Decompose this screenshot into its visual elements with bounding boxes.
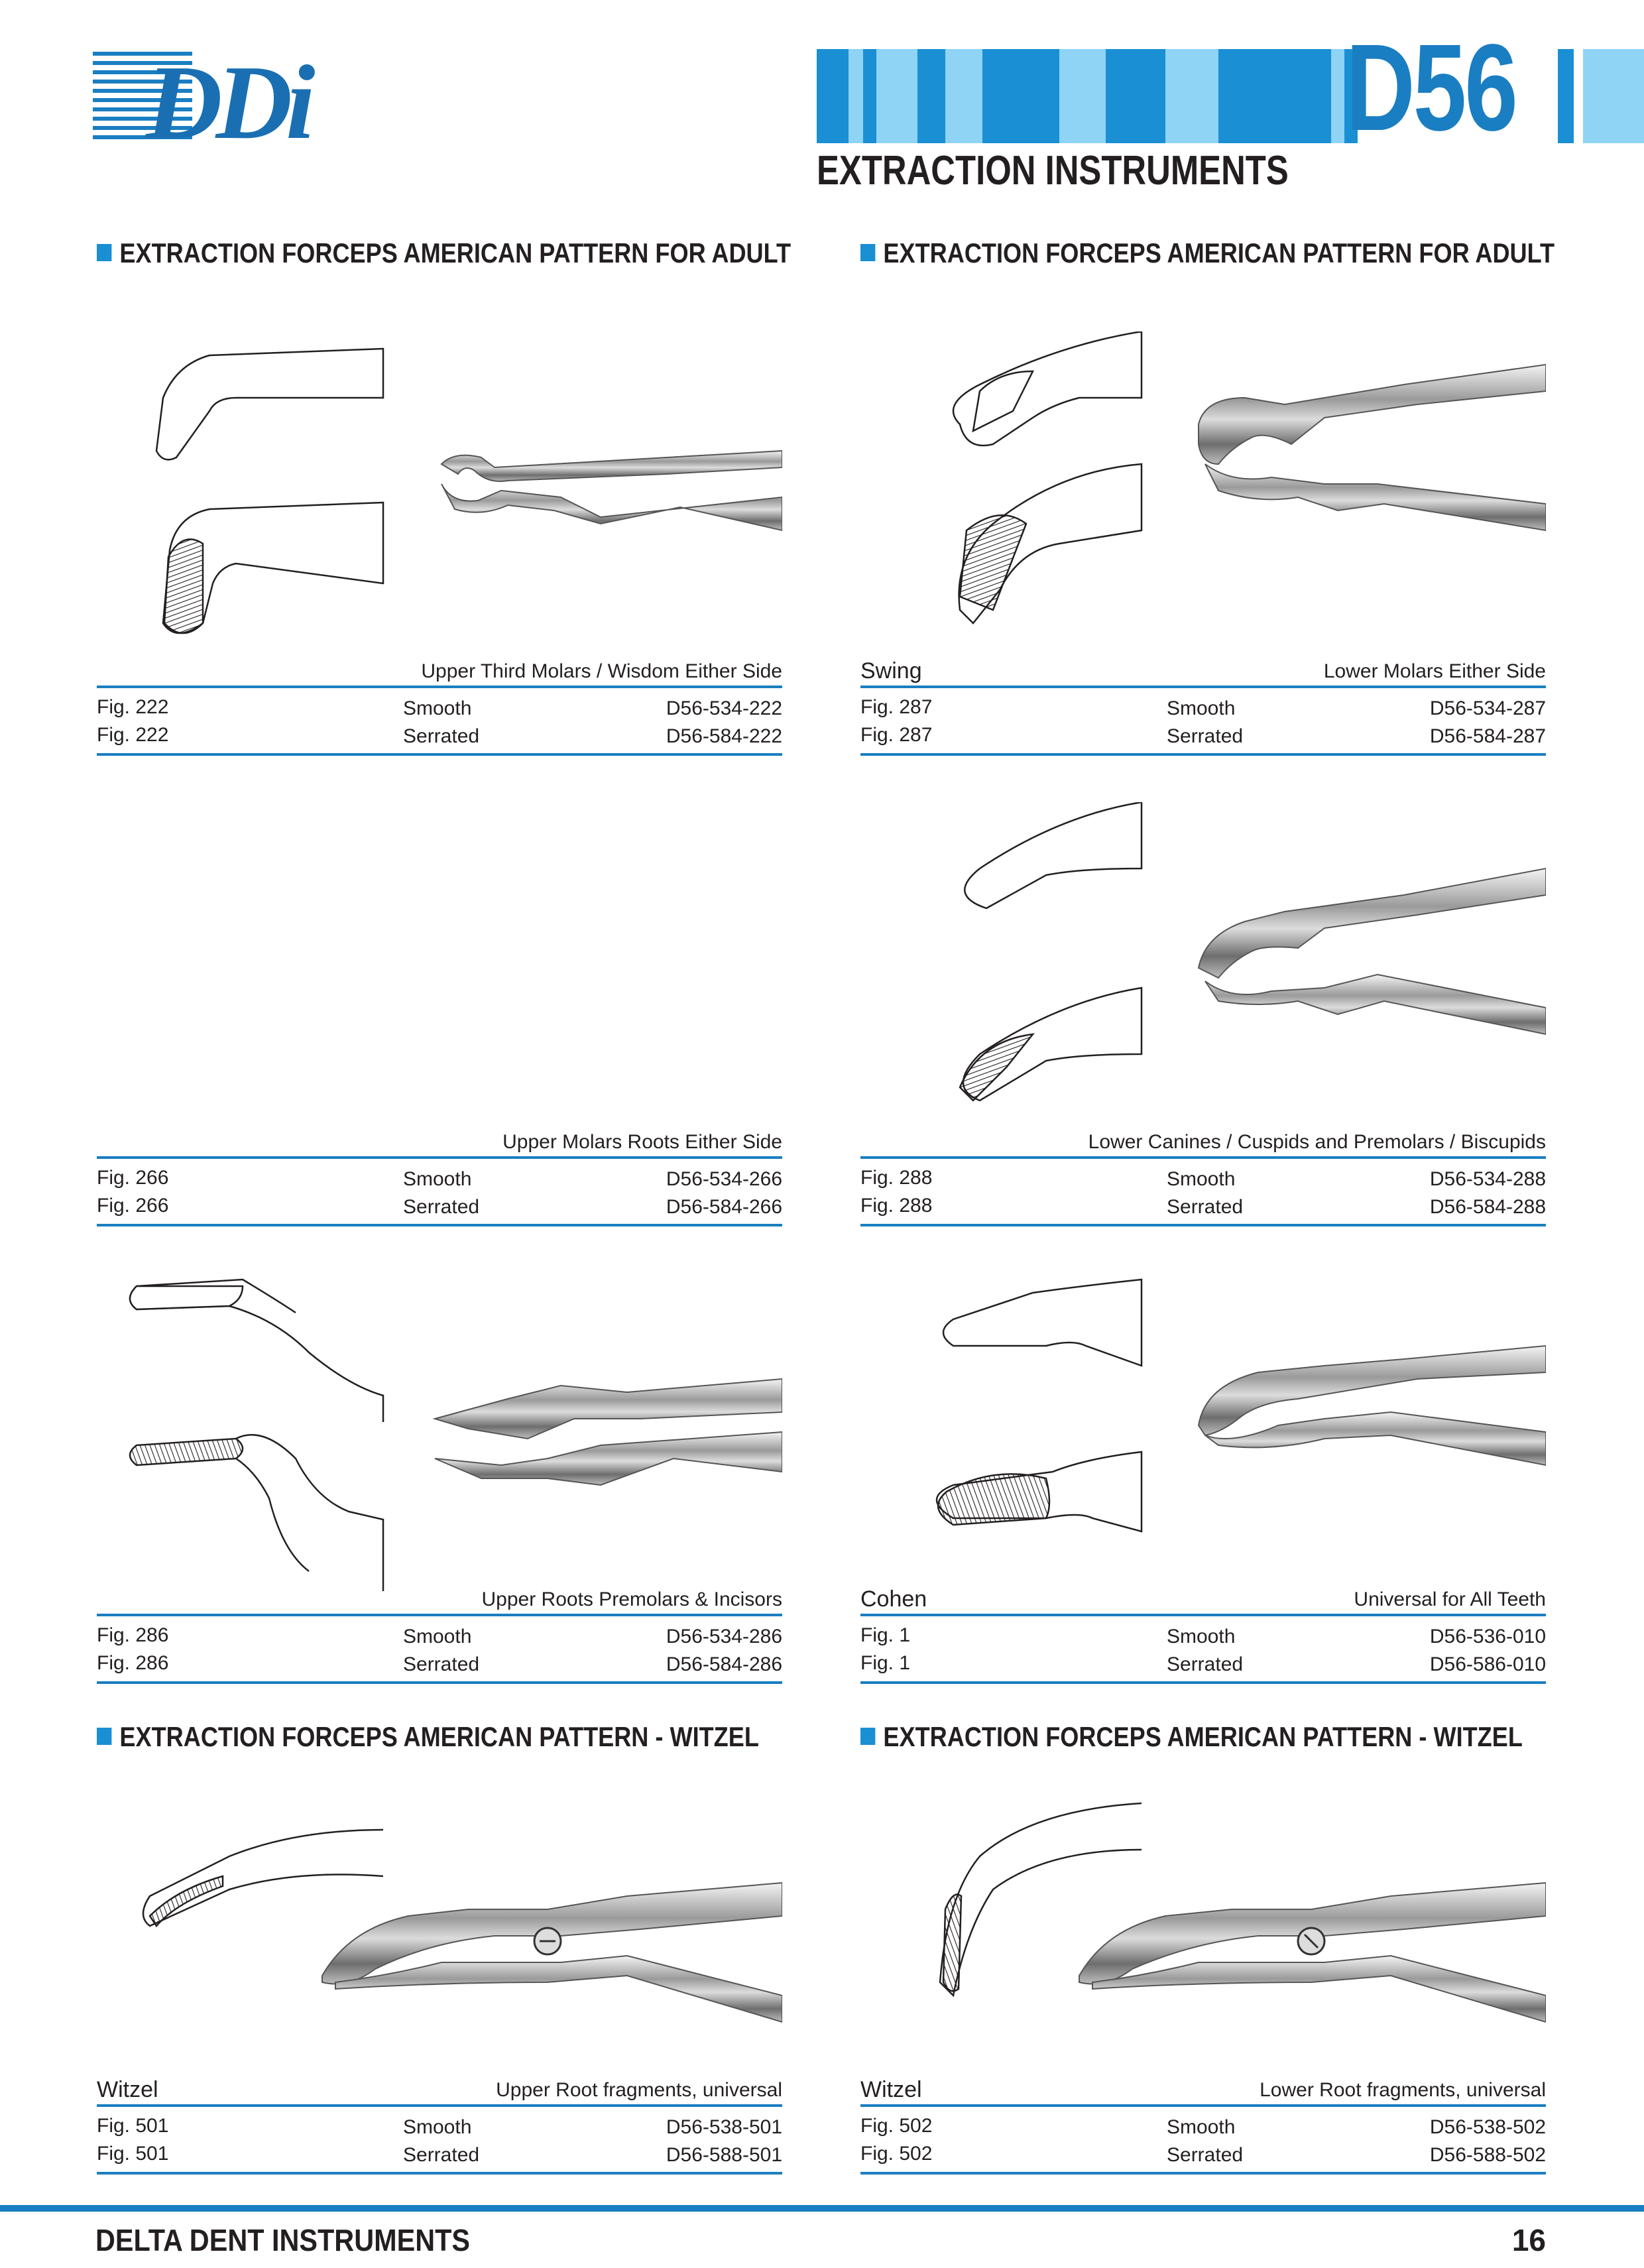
forceps-photo <box>435 1379 782 1485</box>
section-title: EXTRACTION FORCEPS AMERICAN PATTERN - WITZEL <box>97 1721 759 1753</box>
header-banner <box>817 49 1644 143</box>
forceps-illustration <box>97 1260 782 1591</box>
product-variants <box>860 1622 1546 1684</box>
beak-outline-drawing <box>156 349 383 633</box>
product-header <box>860 1123 1546 1159</box>
variant-row <box>97 1164 782 1192</box>
figure-number: Fig. 502 <box>860 2143 933 2165</box>
product-variants <box>97 2112 782 2175</box>
forceps-illustration <box>860 1763 1546 2042</box>
figure-number: Fig. 286 <box>97 1652 169 1674</box>
footer-brand: DELTA DENT INSTRUMENTS <box>95 2223 471 2257</box>
finish-type: Serrated <box>1167 725 1244 747</box>
variant-row <box>860 1649 1546 1677</box>
page-number: 16 <box>1511 2223 1546 2257</box>
figure-number: Fig. 501 <box>97 2143 169 2165</box>
article-code: D56-534-287 <box>1429 697 1546 719</box>
finish-type: Smooth <box>403 697 472 719</box>
product-description: Universal for All Teeth <box>1354 1588 1546 1610</box>
variant-row <box>97 693 782 721</box>
finish-type: Serrated <box>403 2144 480 2166</box>
product-name: Swing <box>860 658 922 684</box>
product-header <box>97 652 782 688</box>
product-variants <box>97 1622 782 1684</box>
finish-type: Smooth <box>403 1626 472 1647</box>
article-code: D56-586-010 <box>1429 1653 1546 1675</box>
article-code: D56-588-501 <box>666 2144 782 2166</box>
figure-number: Fig. 288 <box>860 1195 933 1217</box>
product-header <box>860 652 1546 688</box>
product-variants <box>860 693 1546 756</box>
product-description: Upper Third Molars / Wisdom Either Side <box>421 660 782 682</box>
forceps-photo <box>322 1883 782 2022</box>
forceps-illustration <box>860 1260 1546 1591</box>
variant-row <box>860 2140 1546 2168</box>
figure-number: Fig. 288 <box>860 1167 933 1189</box>
product-block <box>97 1763 782 2175</box>
figure-number: Fig. 287 <box>860 696 933 718</box>
product-header <box>97 1581 782 1616</box>
forceps-illustration <box>860 802 1546 1120</box>
variant-row <box>97 1622 782 1649</box>
variant-row <box>97 721 782 749</box>
forceps-photo <box>1079 1883 1546 2022</box>
product-header <box>97 2071 782 2107</box>
ddi-logo <box>93 46 358 146</box>
finish-type: Serrated <box>1167 2144 1244 2166</box>
bullet-square-icon <box>860 244 875 261</box>
section-title: EXTRACTION FORCEPS AMERICAN PATTERN FOR ADULT <box>97 237 791 269</box>
product-block <box>860 802 1546 1240</box>
variant-row <box>860 1164 1546 1192</box>
article-code: D56-584-288 <box>1429 1196 1546 1218</box>
finish-type: Serrated <box>1167 1653 1244 1675</box>
variant-row <box>97 1649 782 1677</box>
figure-number: Fig. 1 <box>860 1652 911 1674</box>
series-code: D56 <box>1346 19 1516 156</box>
product-description: Lower Root fragments, universal <box>1260 2079 1546 2101</box>
product-block <box>97 331 782 769</box>
product-header <box>97 1123 782 1159</box>
figure-number: Fig. 222 <box>97 724 169 746</box>
product-description: Lower Molars Either Side <box>1323 660 1546 682</box>
finish-type: Smooth <box>403 2116 472 2138</box>
figure-number: Fig. 1 <box>860 1624 911 1646</box>
beak-outline-drawing <box>937 1280 1142 1531</box>
figure-number: Fig. 222 <box>97 696 169 718</box>
article-code: D56-588-502 <box>1429 2144 1546 2166</box>
section-title: EXTRACTION FORCEPS AMERICAN PATTERN FOR ADULT <box>860 237 1555 269</box>
article-code: D56-534-288 <box>1429 1168 1546 1190</box>
product-name: Witzel <box>97 2077 158 2102</box>
variant-row <box>860 2112 1546 2140</box>
figure-number: Fig. 266 <box>97 1167 169 1189</box>
beak-outline-drawing <box>960 802 1142 1101</box>
product-block <box>860 1260 1546 1697</box>
figure-number: Fig. 501 <box>97 2115 169 2137</box>
beak-outline-drawing <box>130 1280 383 1591</box>
beak-outline-drawing <box>953 331 1142 623</box>
product-block <box>97 802 782 1240</box>
forceps-photo <box>1199 1346 1546 1465</box>
article-code: D56-584-266 <box>666 1196 782 1218</box>
product-description: Upper Molars Roots Either Side <box>502 1131 782 1153</box>
forceps-illustration <box>860 331 1546 650</box>
product-header <box>860 1581 1546 1616</box>
forceps-photo <box>1199 868 1546 1034</box>
variant-row <box>97 2140 782 2168</box>
footer-rule <box>0 2205 1644 2212</box>
finish-type: Serrated <box>403 1653 480 1675</box>
finish-type: Smooth <box>1167 697 1236 719</box>
article-code: D56-534-222 <box>666 697 782 719</box>
variant-row <box>860 1622 1546 1649</box>
category-title: EXTRACTION INSTRUMENTS <box>817 148 1289 194</box>
bullet-square-icon <box>97 244 111 261</box>
product-description: Upper Root fragments, universal <box>496 2079 782 2101</box>
finish-type: Serrated <box>403 725 480 747</box>
figure-number: Fig. 266 <box>97 1195 169 1217</box>
logo-text: DDi <box>146 46 309 146</box>
finish-type: Smooth <box>1167 1626 1236 1647</box>
product-block <box>860 331 1546 769</box>
product-header <box>860 2071 1546 2107</box>
product-block <box>860 1763 1546 2175</box>
section-title: EXTRACTION FORCEPS AMERICAN PATTERN - WITZEL <box>860 1721 1523 1753</box>
product-variants <box>97 1164 782 1226</box>
forceps-photo <box>1199 365 1546 530</box>
article-code: D56-538-501 <box>666 2116 782 2138</box>
variant-row <box>860 1192 1546 1220</box>
forceps-illustration <box>97 331 782 650</box>
article-code: D56-534-286 <box>666 1626 782 1647</box>
figure-number: Fig. 502 <box>860 2115 933 2137</box>
finish-type: Smooth <box>403 1168 472 1190</box>
article-code: D56-584-286 <box>666 1653 782 1675</box>
article-code: D56-584-222 <box>666 725 782 747</box>
finish-type: Smooth <box>1167 2116 1236 2138</box>
finish-type: Serrated <box>1167 1196 1244 1218</box>
figure-number: Fig. 287 <box>860 724 933 746</box>
product-name: Cohen <box>860 1586 927 1612</box>
article-code: D56-538-502 <box>1429 2116 1546 2138</box>
product-description: Lower Canines / Cuspids and Premolars / Biscupids <box>1088 1131 1546 1153</box>
article-code: D56-584-287 <box>1429 725 1546 747</box>
forceps-photo <box>441 451 782 530</box>
variant-row <box>860 721 1546 749</box>
forceps-illustration <box>97 1763 782 2042</box>
variant-row <box>97 1192 782 1220</box>
bullet-square-icon <box>97 1728 111 1745</box>
beak-outline-drawing <box>143 1830 383 1926</box>
product-description: Upper Roots Premolars & Incisors <box>481 1588 782 1610</box>
figure-number: Fig. 286 <box>97 1624 169 1646</box>
product-name: Witzel <box>860 2077 922 2102</box>
product-variants <box>860 1164 1546 1226</box>
article-code: D56-534-266 <box>666 1168 782 1190</box>
product-block <box>97 1260 782 1697</box>
product-variants <box>860 2112 1546 2175</box>
product-variants <box>97 693 782 756</box>
finish-type: Smooth <box>1167 1168 1236 1190</box>
bullet-square-icon <box>860 1728 875 1745</box>
variant-row <box>860 693 1546 721</box>
variant-row <box>97 2112 782 2140</box>
finish-type: Serrated <box>403 1196 480 1218</box>
article-code: D56-536-010 <box>1429 1626 1546 1647</box>
